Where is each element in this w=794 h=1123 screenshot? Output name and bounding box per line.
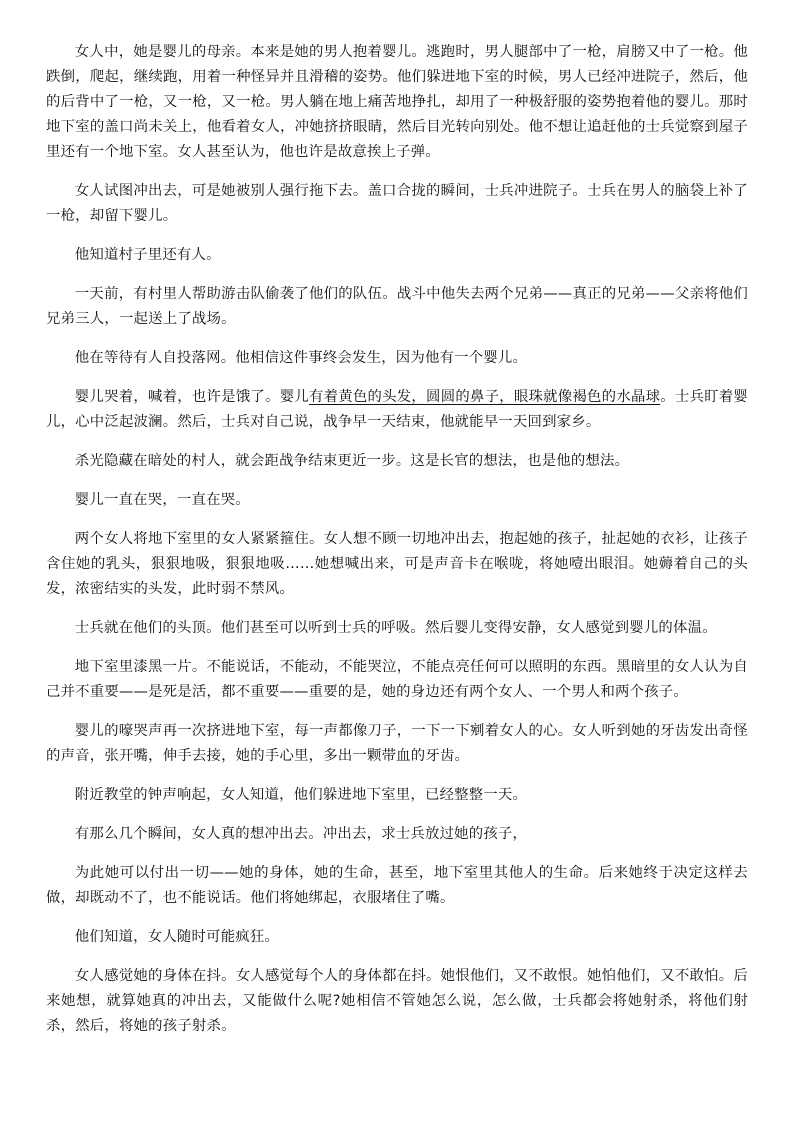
paragraph-12 — [46, 719, 748, 769]
paragraph-11-text: 地下室里漆黑一片。不能说话，不能动，不能哭泣，不能点亮任何可以照明的东西。黑暗里的女人认为自己并不重要——是死是活，都不重要——重要的是，她的身边还有两个女人、一个男人和两个孩子。 — [46, 659, 748, 700]
paragraph-16 — [46, 925, 748, 950]
paragraph-14 — [46, 822, 748, 847]
paragraph-9 — [46, 527, 748, 602]
paragraph-4-text: 一天前，有村里人帮助游击队偷袭了他们的队伍。战斗中他失去两个兄弟——真正的兄弟——父亲将他们兄弟三人，一起送上了战场。 — [46, 286, 748, 327]
paragraph-11 — [46, 655, 748, 705]
paragraph-6 — [46, 385, 748, 435]
paragraph-1 — [46, 40, 748, 165]
paragraph-7 — [46, 449, 748, 474]
paragraph-15-text: 为此她可以付出一切——她的身体，她的生命，甚至，地下室里其他人的生命。后来她终于决定这样去做，却既动不了，也不能说话。他们将她绑起，衣服堵住了嘴。 — [46, 865, 748, 906]
underlined-phrase: 有着黄色的头发，圆圆的鼻子，眼珠就像褐色的水晶球 — [308, 389, 661, 405]
paragraph-10 — [46, 616, 748, 641]
paragraph-8-text: 婴儿一直在哭，一直在哭。 — [74, 492, 250, 508]
paragraph-4 — [46, 282, 748, 332]
paragraph-6-text-after: 。士兵盯着婴儿，心中泛起波澜。然后，士兵对自己说，战争早一天结束，他就能早一天回到家乡。 — [46, 389, 749, 430]
paragraph-2-text: 女人试图冲出去，可是她被别人强行拖下去。盖口合拢的瞬间，士兵冲进院子。士兵在男人的脑袋上补了一枪，却留下婴儿。 — [46, 183, 748, 224]
paragraph-12-text: 婴儿的嚎哭声再一次挤进地下室，每一声都像刀子，一下一下剜着女人的心。女人听到她的牙齿发出奇怪的声音，张开嘴，伸手去接，她的手心里，多出一颗带血的牙齿。 — [46, 723, 748, 764]
document-page — [46, 40, 748, 1053]
paragraph-15 — [46, 861, 748, 911]
paragraph-5 — [46, 346, 748, 371]
paragraph-3 — [46, 243, 748, 268]
paragraph-3-text: 他知道村子里还有人。 — [74, 247, 221, 263]
paragraph-9-text: 两个女人将地下室里的女人紧紧箍住。女人想不顾一切地冲出去，抱起她的孩子，扯起她的衣衫，让孩子含住她的乳头，狠狠地吸，狠狠地吸……她想喊出来，可是声音卡在喉咙，将她噎出眼泪。她薅着自己的头发，浓密结实的头发，此时弱不禁风。 — [46, 531, 748, 597]
paragraph-13-text: 附近教堂的钟声响起，女人知道，他们躲进地下室里，已经整整一天。 — [74, 787, 528, 803]
paragraph-14-text: 有那么几个瞬间，女人真的想冲出去。冲出去，求士兵放过她的孩子， — [74, 826, 528, 842]
paragraph-1-text: 女人中，她是婴儿的母亲。本来是她的男人抱着婴儿。逃跑时，男人腿部中了一枪，肩膀又中了一枪。他跌倒，爬起，继续跑，用着一种怪异并且滑稽的姿势。他们躲进地下室的时候，男人已经冲进院子，然后，他的后背中了一枪，又一枪，又一枪。男人躺在地上痛苦地挣扎，却用了一种极舒服的姿势抱着他的婴儿。那时地下室的盖口尚未关上，他看着女人，冲她挤挤眼睛，然后目光转向别处。他不想让追赶他的士兵觉察到屋子里还有一个地下室。女人甚至认为，他也许是故意挨上子弹。 — [46, 44, 748, 160]
paragraph-13 — [46, 783, 748, 808]
paragraph-2 — [46, 179, 748, 229]
paragraph-16-text: 他们知道，女人随时可能疯狂。 — [74, 929, 280, 945]
paragraph-6-text-before: 婴儿哭着，喊着，也许是饿了。婴儿 — [74, 389, 309, 405]
paragraph-8 — [46, 488, 748, 513]
paragraph-5-text: 他在等待有人自投落网。他相信这件事终会发生，因为他有一个婴儿。 — [74, 350, 528, 366]
paragraph-17-text: 女人感觉她的身体在抖。女人感觉每个人的身体都在抖。她恨他们，又不敢恨。她怕他们，又不敢怕。后来她想，就算她真的冲出去，又能做什么呢?她相信不管她怎么说，怎么做，士兵都会将她射杀，将他们射杀，然后，将她的孩子射杀。 — [46, 968, 748, 1034]
paragraph-7-text: 杀光隐藏在暗处的村人，就会距战争结束更近一步。这是长官的想法，也是他的想法。 — [74, 453, 630, 469]
paragraph-17 — [46, 964, 748, 1039]
paragraph-10-text: 士兵就在他们的头顶。他们甚至可以听到士兵的呼吸。然后婴儿变得安静，女人感觉到婴儿的体温。 — [74, 620, 717, 636]
